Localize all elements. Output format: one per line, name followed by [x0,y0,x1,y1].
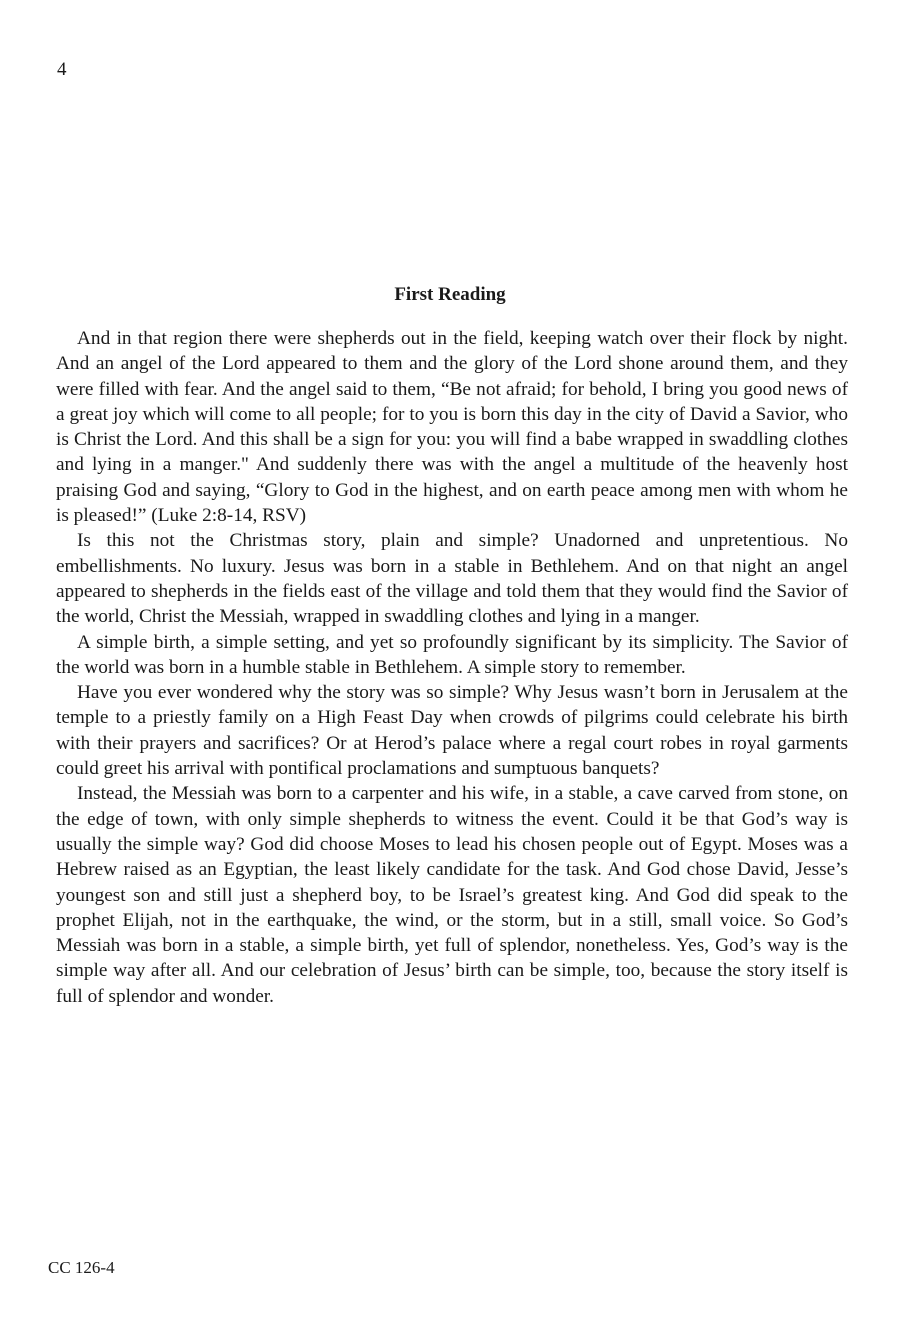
body-paragraph: A simple birth, a simple setting, and yet so profoundly significant by its simplicity. The Savior of the world was born in a humble stable in Bethlehem. A simple story to remember. [56,631,848,678]
section-title: First Reading [394,284,506,305]
footer-code: CC 126-4 [48,1258,115,1277]
body-paragraph: Instead, the Messiah was born to a carpenter and his wife, in a stable, a cave carved from stone, on the edge of town, with only simple shepherds to witness the event. Could it be that God’s way is usually the simple way? God did choose Moses to lead his chosen people out of Egypt. Moses was a Hebrew raised as an Egyptian, the least likely candidate for the task. And God chose David, Jesse’s youngest son and still just a shepherd boy, to be Israel’s greatest king. And God did speak to the prophet Elijah, not in the earthquake, the wind, or the storm, but in a still, small voice. So God’s Messiah was born in a stable, a simple birth, yet full of splendor, nonetheless. Yes, God’s way is the simple way after all. And our celebration of Jesus’ birth can be simple, too, because the story itself is full of splendor and wonder. [56,783,848,1007]
scripture-paragraph: And in that region there were shepherds out in the field, keeping watch over their flock by night. And an angel of the Lord appeared to them and the glory of the Lord shone around them, and they were filled with fear. And the angel said to them, “Be not afraid; for behold, I bring you good news of a great joy which will come to all people; for to you is born this day in the city of David a Savior, who is Christ the Lord. And this shall be a sign for you: you will find a babe wrapped in swaddling clothes and lying in a manger." And suddenly there was with the angel a multitude of the heavenly host praising God and saying, “Glory to God in the highest, and on earth peace among men with whom he is pleased!” (Luke 2:8-14, RSV) [56,328,848,527]
body-paragraph: Is this not the Christmas story, plain and simple? Unadorned and unpretentious. No embellishments. No luxury. Jesus was born in a stable in Bethlehem. And on that night an angel appeared to shepherds in the fields east of the village and told them that they would find the Savior of the world, Christ the Messiah, wrapped in swaddling clothes and lying in a manger. [56,530,848,628]
page-number: 4 [57,59,67,80]
reading-body [56,326,848,1009]
body-paragraph: Have you ever wondered why the story was so simple? Why Jesus wasn’t born in Jerusalem at the temple to a priestly family on a High Feast Day when crowds of pilgrims could celebrate his birth with their prayers and sacrifices? Or at Herod’s palace where a regal court robes in royal garments could greet his arrival with pontifical proclamations and sumptuous banquets? [56,682,848,780]
